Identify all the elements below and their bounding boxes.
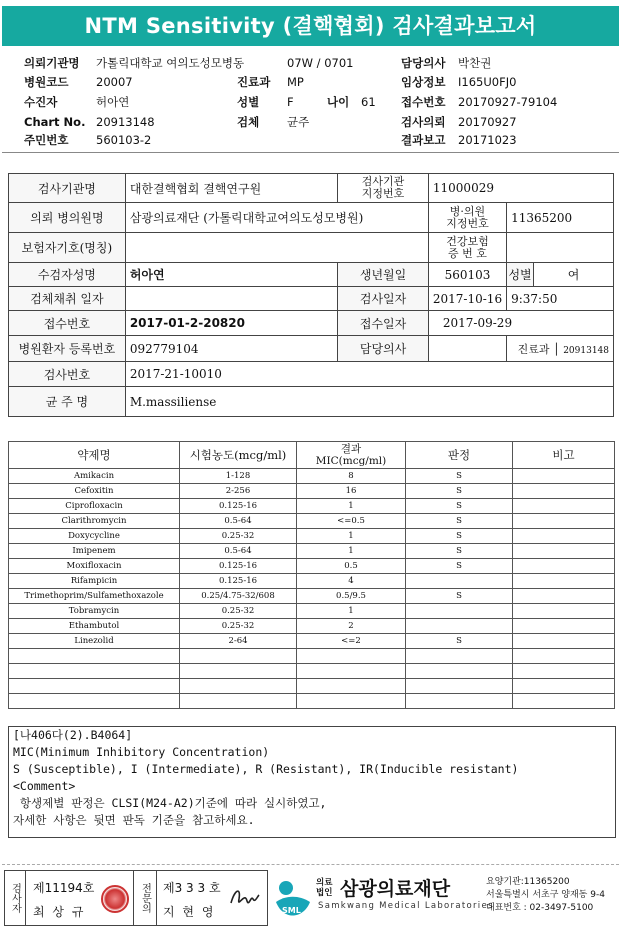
comment-line: [나406다(2).B4064]: [13, 728, 133, 742]
note: [513, 619, 615, 634]
test-range: 2-256: [180, 484, 297, 499]
header-value: 20170927: [458, 115, 517, 129]
note: [513, 469, 615, 484]
drug-name: Linezolid: [9, 634, 180, 649]
hosp-label: 의뢰 병의원명: [9, 203, 126, 233]
test-range: [180, 649, 297, 664]
judgement: [406, 679, 513, 694]
result-row: [9, 634, 615, 649]
mic-value: 4: [297, 574, 406, 589]
note: [513, 664, 615, 679]
judgement: S: [406, 514, 513, 529]
result-row: [9, 499, 615, 514]
col-header-judgement: 판정: [406, 442, 513, 469]
examiner-no: 제11194호: [33, 881, 95, 895]
patient-value: 허아연: [125, 263, 337, 287]
drug-name: Imipenem: [9, 544, 180, 559]
note: [513, 529, 615, 544]
test-range: [180, 664, 297, 679]
org-contact-line: 요양기관:11365200: [486, 877, 570, 887]
comment-line: 항생제별 판정은 CLSI(M24-A2)기준에 따라 실시하였고,: [13, 796, 327, 810]
test-range: 0.25/4.75-32/608: [180, 589, 297, 604]
header-value: 박찬권: [458, 56, 492, 70]
logo-badge-text: SML: [282, 906, 301, 915]
comment-line: MIC(Minimum Inhibitory Concentration): [13, 745, 270, 759]
drug-name: Trimethoprim/Sulfamethoxazole: [9, 589, 180, 604]
reviewer-name: 지 현 영: [163, 905, 216, 919]
species-value: M.massiliense: [125, 387, 613, 417]
form-row: [9, 233, 614, 263]
test-range: 2-64: [180, 634, 297, 649]
drug-name: Tobramycin: [9, 604, 180, 619]
drug-name: [9, 664, 180, 679]
signature-icon: [227, 881, 261, 915]
mic-value: 0.5/9.5: [297, 589, 406, 604]
birth-label: 생년월일: [338, 263, 429, 287]
results-table: [8, 441, 615, 709]
mic-value: [297, 679, 406, 694]
note: [513, 649, 615, 664]
footer: [0, 868, 621, 930]
col-header-mic: 결과 MIC(mcg/ml): [297, 442, 406, 469]
header-value: I165U0FJ0: [458, 75, 517, 89]
dept-cell: 진료과 │ 20913148: [507, 336, 614, 362]
header-label: 주민번호: [24, 133, 69, 147]
mic-value: 2: [297, 619, 406, 634]
header-label: 수진자: [24, 95, 58, 109]
hosp-value: 삼광의료재단 (가톨릭대학교여의도성모병원): [125, 203, 428, 233]
header-label: Chart No.: [24, 115, 86, 129]
mic-value: 16: [297, 484, 406, 499]
result-row: [9, 619, 615, 634]
judgement: [406, 619, 513, 634]
reg-value: 092779104: [125, 336, 337, 362]
insured-value: [125, 233, 428, 263]
note: [513, 484, 615, 499]
header-label: 검사의뢰: [401, 115, 446, 129]
result-row: [9, 514, 615, 529]
comment-line: 자세한 사항은 뒷면 판독 기준을 참고하세요.: [13, 813, 255, 827]
judgement: S: [406, 484, 513, 499]
note: [513, 589, 615, 604]
result-row: [9, 649, 615, 664]
signature-box: [4, 870, 268, 926]
drug-name: Cefoxitin: [9, 484, 180, 499]
judgement: [406, 574, 513, 589]
test-range: 0.5-64: [180, 544, 297, 559]
hosp-no-label: 병·의원 지정번호: [428, 203, 506, 233]
examiner-label: [5, 871, 26, 925]
age-label: 나이: [327, 95, 350, 109]
judgement: S: [406, 634, 513, 649]
result-row: [9, 664, 615, 679]
note: [513, 559, 615, 574]
org-english-name: Samkwang Medical Laboratories: [318, 901, 494, 911]
test-date-label: 검사일자: [338, 287, 429, 311]
header-value: 20170927-79104: [458, 95, 558, 109]
result-row: [9, 679, 615, 694]
test-range: 0.125-16: [180, 574, 297, 589]
form-row: [9, 387, 614, 417]
divider: [2, 864, 619, 865]
result-row: [9, 604, 615, 619]
sex-label: 성별: [237, 95, 260, 109]
test-date-value: 2017-10-16: [428, 287, 506, 311]
divider: [2, 152, 619, 153]
col-header-note: 비고: [513, 442, 615, 469]
specimen-label: 검체: [237, 115, 260, 129]
dept-value: 20913148: [563, 345, 609, 356]
mic-value: <=2: [297, 634, 406, 649]
test-time-value: 9:37:50: [507, 287, 614, 311]
dept-label: 진료과: [237, 75, 271, 89]
specimen-value: 균주: [287, 115, 310, 129]
test-range: 0.125-16: [180, 499, 297, 514]
result-row: [9, 469, 615, 484]
receipt-no-label: 접수번호: [9, 311, 126, 336]
reviewer-no: 제3 3 3 호: [163, 881, 221, 895]
test-range: [180, 694, 297, 709]
mic-value: 1: [297, 529, 406, 544]
header-label: 병원코드: [24, 75, 69, 89]
mic-value: 1: [297, 544, 406, 559]
header-label: 의뢰기관명: [24, 56, 80, 70]
header-value: 가톨릭대학교 여의도성모병동: [96, 56, 245, 70]
lab-no-label: 검사기관 지정번호: [338, 174, 429, 203]
result-row: [9, 559, 615, 574]
mic-value: <=0.5: [297, 514, 406, 529]
comment-line: S (Susceptible), I (Intermediate), R (Resistant), IR(Inducible resistant): [13, 762, 519, 776]
hosp-no-value: 11365200: [507, 203, 614, 233]
judgement: [406, 604, 513, 619]
form-row: [9, 362, 614, 387]
mic-value: 1: [297, 499, 406, 514]
org-contact-line: 서울특별시 서초구 양재동 9-4: [486, 890, 605, 900]
header-label: 접수번호: [401, 95, 446, 109]
reviewer-label: [133, 871, 157, 925]
test-range: 1-128: [180, 469, 297, 484]
receipt-date-value: 2017-09-29: [428, 311, 613, 336]
doctor-value: [428, 336, 506, 362]
receipt-no-value: 2017-01-2-20820: [125, 311, 337, 336]
drug-name: [9, 679, 180, 694]
org-name: 삼광의료재단: [340, 878, 451, 900]
examiner-name: 최 상 규: [33, 905, 86, 919]
collect-value: [125, 287, 337, 311]
drug-name: [9, 694, 180, 709]
drug-name: Doxycycline: [9, 529, 180, 544]
dept-label: 진료과: [517, 342, 550, 356]
form-row: [9, 174, 614, 203]
judgement: S: [406, 544, 513, 559]
reg-label: 병원환자 등록번호: [9, 336, 126, 362]
report-title: NTM Sensitivity (결핵협회) 검사결과보고서: [2, 6, 619, 46]
test-no-label: 검사번호: [9, 362, 126, 387]
note: [513, 499, 615, 514]
examiner-label-text: 검사자: [9, 883, 21, 913]
result-row: [9, 484, 615, 499]
judgement: S: [406, 499, 513, 514]
header-value: 허아연: [96, 95, 130, 109]
form-row: [9, 203, 614, 233]
result-row: [9, 574, 615, 589]
mic-value: 1: [297, 604, 406, 619]
judgement: S: [406, 529, 513, 544]
form-row: [9, 336, 614, 362]
header-value: 20171023: [458, 133, 517, 147]
header-value: 560103-2: [96, 133, 152, 147]
drug-name: Rifampicin: [9, 574, 180, 589]
test-range: 0.25-32: [180, 604, 297, 619]
comment-box: [8, 726, 616, 838]
form-row: [9, 263, 614, 287]
org-contact: [486, 876, 620, 915]
result-row: [9, 544, 615, 559]
patient-label: 수검자성명: [9, 263, 126, 287]
test-range: 0.25-32: [180, 619, 297, 634]
org-contact-line: 대표번호 : 02-3497-5100: [486, 903, 594, 913]
lab-value: 대한결핵협회 결핵연구원: [125, 174, 337, 203]
judgement: S: [406, 589, 513, 604]
reviewer-label-text: 전문의: [139, 883, 151, 913]
test-range: 0.125-16: [180, 559, 297, 574]
mic-value: 0.5: [297, 559, 406, 574]
note: [513, 544, 615, 559]
result-row: [9, 529, 615, 544]
result-row: [9, 589, 615, 604]
test-range: [180, 679, 297, 694]
test-range: 0.5-64: [180, 514, 297, 529]
mic-value: [297, 649, 406, 664]
org-prefix: 의료 법인: [316, 878, 333, 898]
drug-name: [9, 649, 180, 664]
col-header-drug: 약제명: [9, 442, 180, 469]
drug-name: Clarithromycin: [9, 514, 180, 529]
lab-no-value: 11000029: [428, 174, 613, 203]
ins-no-label: 건강보험 증 번 호: [428, 233, 506, 263]
insured-label: 보험자기호(명칭): [9, 233, 126, 263]
doctor-label: 담당의사: [338, 336, 429, 362]
request-form-table: [8, 173, 614, 417]
ward-value: 07W / 0701: [287, 56, 354, 70]
mic-value: [297, 694, 406, 709]
birth-value: 560103: [428, 263, 506, 287]
note: [513, 694, 615, 709]
form-row: [9, 311, 614, 336]
header-value: 20007: [96, 75, 133, 89]
result-row: [9, 694, 615, 709]
judgement: S: [406, 469, 513, 484]
judgement: [406, 694, 513, 709]
examiner-seal-icon: [101, 885, 129, 913]
species-label: 균 주 명: [9, 387, 126, 417]
sex-label: 성별: [507, 263, 534, 287]
note: [513, 514, 615, 529]
sex-value: F: [287, 95, 294, 109]
form-row: [9, 287, 614, 311]
test-range: 0.25-32: [180, 529, 297, 544]
header-label: 담당의사: [401, 56, 446, 70]
drug-name: Ciprofloxacin: [9, 499, 180, 514]
ins-no-value: [507, 233, 614, 263]
mic-value: [297, 664, 406, 679]
judgement: [406, 664, 513, 679]
test-no-value: 2017-21-10010: [125, 362, 613, 387]
judgement: S: [406, 559, 513, 574]
drug-name: Amikacin: [9, 469, 180, 484]
note: [513, 679, 615, 694]
note: [513, 634, 615, 649]
mic-value: 8: [297, 469, 406, 484]
sex-value: 여: [534, 263, 614, 287]
col-header-range: 시험농도(mcg/ml): [180, 442, 297, 469]
sml-logo-icon: [270, 872, 314, 924]
header-value: 20913148: [96, 115, 155, 129]
collect-label: 검체채취 일자: [9, 287, 126, 311]
header-label: 임상정보: [401, 75, 446, 89]
comment-line: <Comment>: [13, 779, 76, 793]
note: [513, 574, 615, 589]
note: [513, 604, 615, 619]
age-value: 61: [361, 95, 376, 109]
header-label: 결과보고: [401, 133, 446, 147]
drug-name: Ethambutol: [9, 619, 180, 634]
dept-value: MP: [287, 75, 304, 89]
receipt-date-label: 접수일자: [338, 311, 429, 336]
judgement: [406, 649, 513, 664]
lab-label: 검사기관명: [9, 174, 126, 203]
drug-name: Moxifloxacin: [9, 559, 180, 574]
results-header-row: [9, 442, 615, 469]
